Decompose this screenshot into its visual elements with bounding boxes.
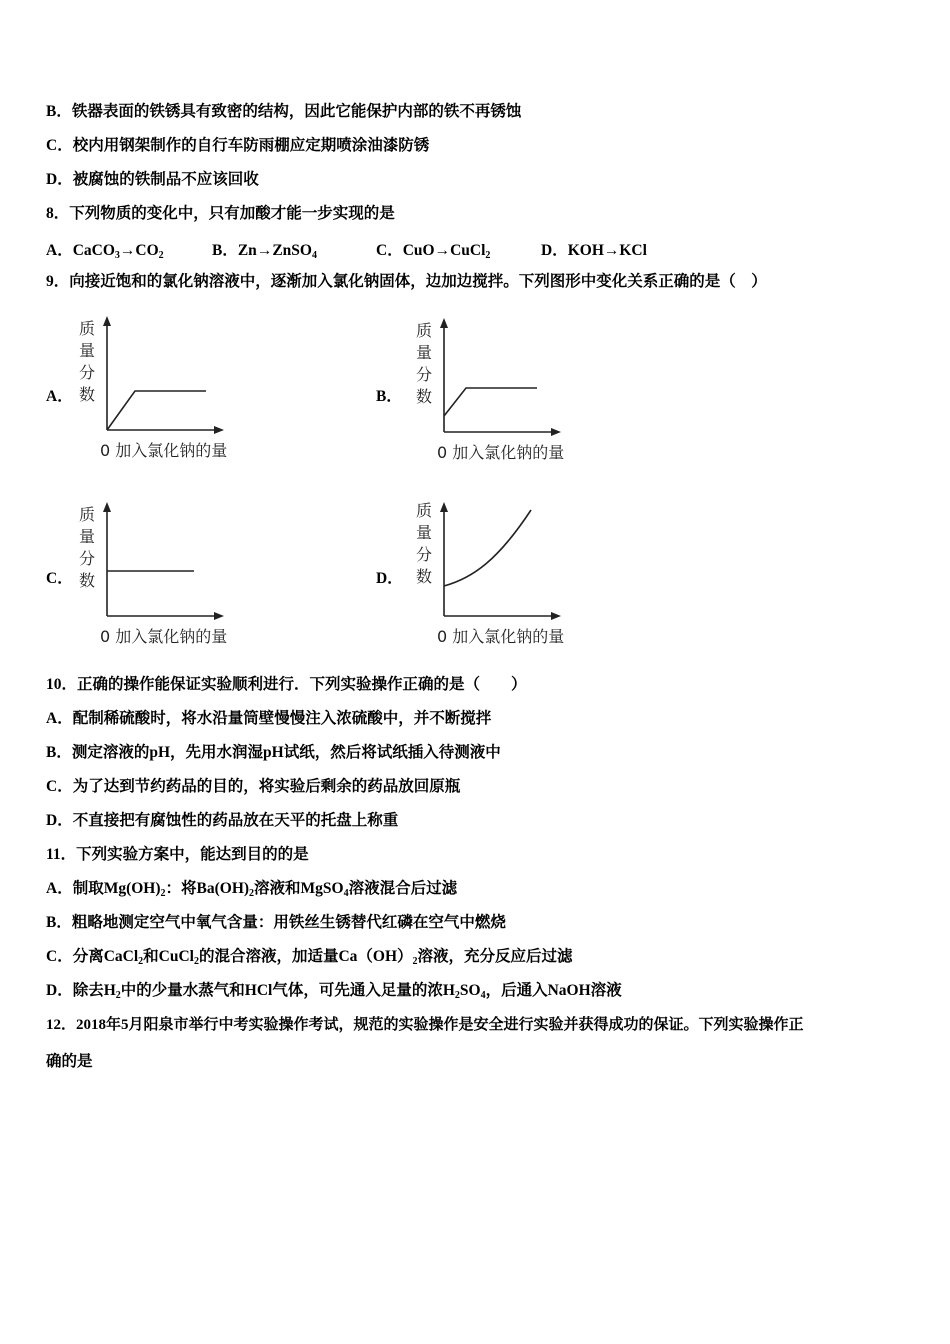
q8-option-d: D．KOH→KCl: [541, 242, 647, 259]
q10-option-c: C．为了达到节约药品的目的，将实验后剩余的药品放回原瓶: [46, 778, 461, 795]
q9-stem: 9．向接近饱和的氯化钠溶液中，逐渐加入氯化钠固体，边加边搅拌。下列图形中变化关系正确的是（ ）: [46, 273, 767, 290]
q7-option-c: C．校内用钢架制作的自行车防雨棚应定期喷涂油漆防锈: [46, 137, 430, 154]
y-axis-label: 质 量 分 数: [78, 505, 95, 590]
y-axis-label: 质 量 分 数: [415, 501, 432, 586]
q8-option-a: A．$CaCO_3\to CO_2$: [46, 242, 164, 261]
x-axis-label: 0 加入氯化钠的量: [437, 627, 565, 646]
q9-graph-c: [76, 500, 276, 650]
q10-option-a: A．配制稀硫酸时，将水沿量筒壁慢慢注入浓硫酸中，并不断搅拌: [46, 710, 492, 727]
q12-stem-line1: 12．2018年5月阳泉市举行中考实验操作考试，规范的实验操作是安全进行实验并获得成功的保证。下列实验操作正: [46, 1017, 804, 1033]
q9-graph-d: [413, 500, 613, 650]
x-axis-label: 0 加入氯化钠的量: [100, 441, 228, 460]
q8-stem: 8．下列物质的变化中，只有加酸才能一步实现的是: [46, 205, 395, 222]
q10-option-d: D．不直接把有腐蚀性的药品放在天平的托盘上称重: [46, 812, 399, 829]
x-axis-label: 0 加入氯化钠的量: [437, 443, 565, 462]
q9-graph-b: [413, 316, 613, 466]
q8-option-b: B．Zn→ZnSO$_4$: [212, 242, 317, 261]
y-axis-label: 质 量 分 数: [78, 319, 95, 404]
q11-option-c: C．分离CaCl$_2$和CuCl$_2$的混合溶液，加适量$Ca(OH)_2$溶液，充分反应后过滤: [46, 948, 573, 967]
q9-graph-c-label: C．: [46, 570, 73, 587]
q9-graph-b-label: B．: [376, 388, 402, 405]
q8-option-c: C．CuO→CuCl$_2$: [376, 242, 491, 261]
q9-graph-a: [76, 314, 276, 464]
q10-option-b: B．测定溶液的pH，先用水润湿pH试纸，然后将试纸插入待测液中: [46, 744, 501, 761]
q9-graph-a-label: A．: [46, 388, 73, 405]
q11-stem: 11．下列实验方案中，能达到目的的是: [46, 846, 309, 863]
q7-option-b: B．铁器表面的铁锈具有致密的结构，因此它能保护内部的铁不再锈蚀: [46, 103, 522, 120]
q7-option-d: D．被腐蚀的铁制品不应该回收: [46, 171, 259, 188]
q11-option-a: A．制取$Mg(OH)_2$：将$Ba(OH)_2$溶液和MgSO$_4$溶液混合后过滤: [46, 880, 458, 899]
q9-graph-d-label: D．: [376, 570, 403, 587]
x-axis-label: 0 加入氯化钠的量: [100, 627, 228, 646]
q11-option-d: D．除去$H_2$中的少量水蒸气和HCl气体，可先通入足量的浓$H_2SO_4$，后通入NaOH溶液: [46, 982, 622, 1001]
q10-stem: 10．正确的操作能保证实验顺利进行．下列实验操作正确的是（ ）: [46, 676, 527, 693]
q12-stem-line2: 确的是: [46, 1053, 93, 1070]
y-axis-label: 质 量 分 数: [415, 321, 432, 406]
q11-option-b: B．粗略地测定空气中氧气含量：用铁丝生锈替代红磷在空气中燃烧: [46, 914, 506, 931]
